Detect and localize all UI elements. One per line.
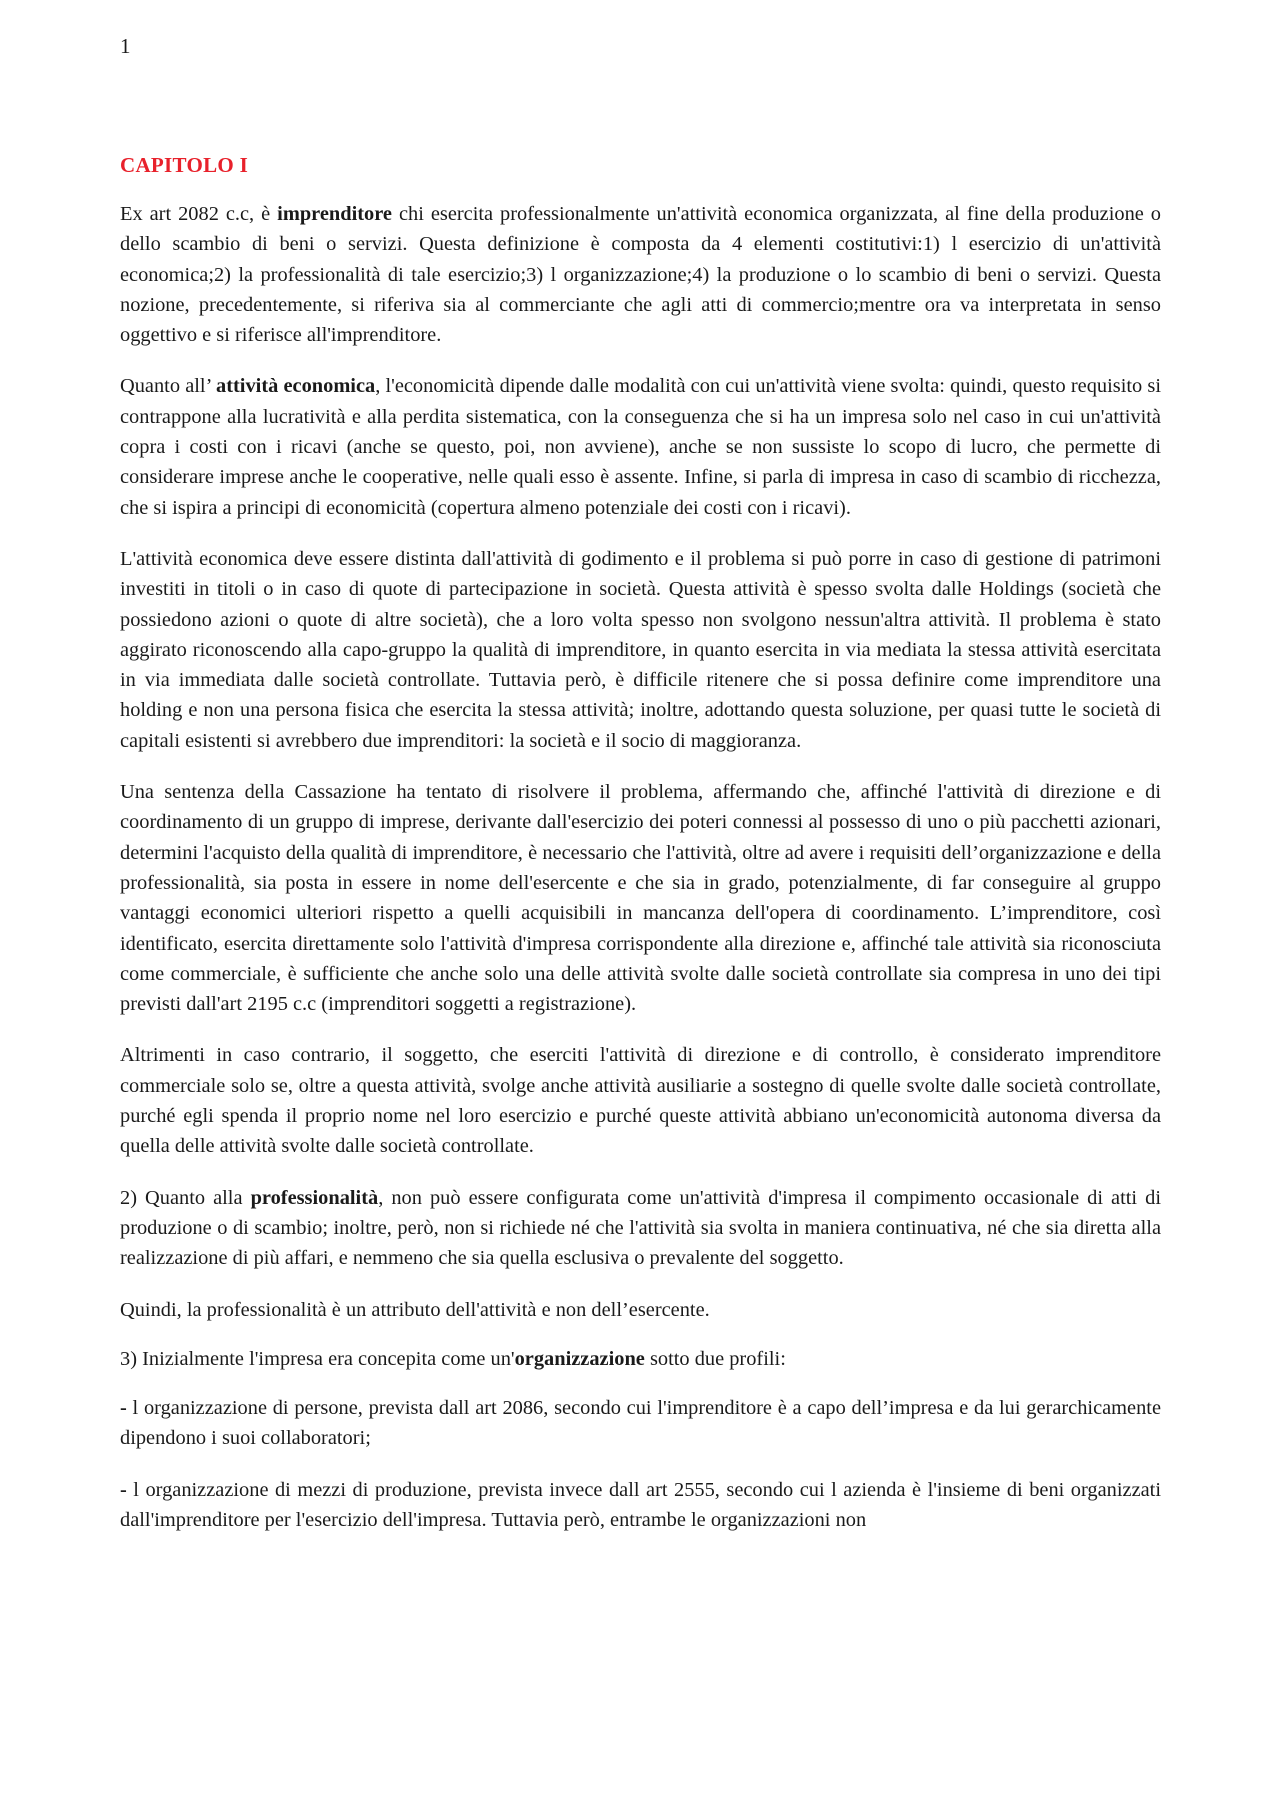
paragraph-text: chi esercita professionalmente un'attività economica organizzata, al fine della produzione o dello scambio di beni o servizi. Questa definizione è composta da 4 elementi costitutivi:1) l esercizio di un'attività economica;2) la professionalità di tale esercizio;3) l organizzazione;4) la produzione o lo scambio di beni o servizi. Questa nozione, precedentemente, si riferiva sia al commerciante che agli atti di commercio;mentre ora va interpretata in senso oggettivo e si riferisce all'imprenditore.: [120, 203, 1161, 347]
page-number: 1: [120, 34, 131, 58]
paragraph-cassazione: Una sentenza della Cassazione ha tentato di risolvere il problema, affermando che, affinché l'attività di direzione e di coordinamento di un gruppo di imprese, derivante dall'esercizio dei poteri connessi al possesso di uno o più pacchetti azionari, determini l'acquisto della qualità di imprenditore, è necessario che l'attività, oltre ad avere i requisiti dell’organizzazione e della professionalità, sia posta in essere in nome dell'esercente e che sia in grado, potenzialmente, di far conseguire al gruppo vantaggi economici ulteriori rispetto a quelli acquisibili in mancanza dell'opera di coordinamento. L’imprenditore, così identificato, esercita direttamente solo l'attività d'impresa corrispondente alla direzione e, affinché tale attività sia riconosciuta come commerciale, è sufficiente che anche solo una delle attività svolte dalle società controllate sia compresa in uno dei tipi previsti dall'art 2195 c.c (imprenditori soggetti a registrazione).: [120, 781, 1161, 1016]
paragraph-imprenditore: [120, 199, 1161, 350]
paragraph-text: , non può essere configurata come un'attività d'impresa il compimento occasionale di atti di produzione o di scambio; inoltre, però, non si richiede né che l'attività sia svolta in maniera continuativa, né che sia diretta alla realizzazione di più affari, e nemmeno che sia quella esclusiva o prevalente del soggetto.: [120, 1186, 1161, 1270]
list-item-organizzazione-mezzi: [120, 1475, 1161, 1536]
paragraph-professionalita: [120, 1183, 1161, 1274]
paragraph-text: l organizzazione di mezzi di produzione, prevista invece dall art 2555, secondo cui l azienda è l'insieme di beni organizzati dall'imprenditore per l'esercizio dell'impresa. Tuttavia però, entrambe le organizzazioni non: [120, 1478, 1162, 1531]
paragraph-quindi: Quindi, la professionalità è un attributo dell'attività e non dell’esercente.: [120, 1298, 710, 1321]
bold-term: attività economica: [216, 375, 376, 398]
paragraph-text: 2) Quanto alla: [120, 1186, 251, 1209]
paragraph-attivita-economica: [120, 371, 1161, 522]
bullet-dash: -: [120, 1478, 134, 1501]
document-body: [120, 152, 1161, 1556]
paragraph-text: l organizzazione di persone, prevista dall art 2086, secondo cui l'imprenditore è a capo dell’impresa e da lui gerarchicamente dipendono i suoi collaboratori;: [120, 1397, 1161, 1450]
bold-term: organizzazione: [514, 1347, 645, 1370]
paragraph-text: , l'economicità dipende dalle modalità con cui un'attività viene svolta: quindi, questo requisito si contrappone alla lucratività e alla perdita sistematica, con la conseguenza che si ha un impresa solo nel caso in cui un'attività copra i costi con i ricavi (anche se questo, poi, non avviene), anche se non sussiste lo scopo di lucro, che permette di considerare imprese anche le cooperative, nelle quali esso è assente. Infine, si parla di impresa in caso di scambio di ricchezza, che si ispira a principi di economicità (copertura almeno potenziale dei costi con i ricavi).: [120, 375, 1161, 519]
bullet-dash: -: [120, 1397, 133, 1420]
paragraph-text: Quanto all’: [120, 375, 217, 398]
bold-term: professionalità: [250, 1186, 379, 1209]
paragraph-text: sotto due profili:: [644, 1347, 786, 1370]
paragraph-text: 3) Inizialmente l'impresa era concepita come un': [120, 1347, 515, 1370]
paragraph-altrimenti: Altrimenti in caso contrario, il soggetto, che eserciti l'attività di direzione e di controllo, è considerato imprenditore commerciale solo se, oltre a questa attività, svolge anche attività ausiliarie a sostegno di quelle svolte dalle società controllate, purché egli spenda il proprio nome nel loro esercizio e purché queste attività abbiano un'economicità autonoma diversa da quella delle attività svolte dalle società controllate.: [120, 1044, 1161, 1158]
list-item-organizzazione-persone: [120, 1393, 1161, 1454]
paragraph-text: Ex art 2082 c.c, è: [120, 203, 278, 225]
paragraph-holdings: L'attività economica deve essere distinta dall'attività di godimento e il problema si può porre in caso di gestione di patrimoni investiti in titoli o in caso di quote di partecipazione in società. Questa attività è spesso svolta dalle Holdings (società che possiedono azioni o quote di altre società), che a loro volta spesso non svolgono nessun'altra attività. Il problema è stato aggirato riconoscendo alla capo-gruppo la qualità di imprenditore, in quanto esercita in via mediata la stessa attività esercitata in via immediata dalle società controllate. Tuttavia però, è difficile ritenere che si possa definire come imprenditore una holding e non una persona fisica che esercita la stessa attività; inoltre, adottando questa soluzione, per quasi tutte le società di capitali esistenti si avrebbero due imprenditori: la società e il socio di maggioranza.: [120, 547, 1161, 752]
chapter-title: CAPITOLO I: [120, 153, 249, 177]
paragraph-organizzazione: [120, 1344, 1161, 1374]
bold-term: imprenditore: [277, 203, 392, 225]
